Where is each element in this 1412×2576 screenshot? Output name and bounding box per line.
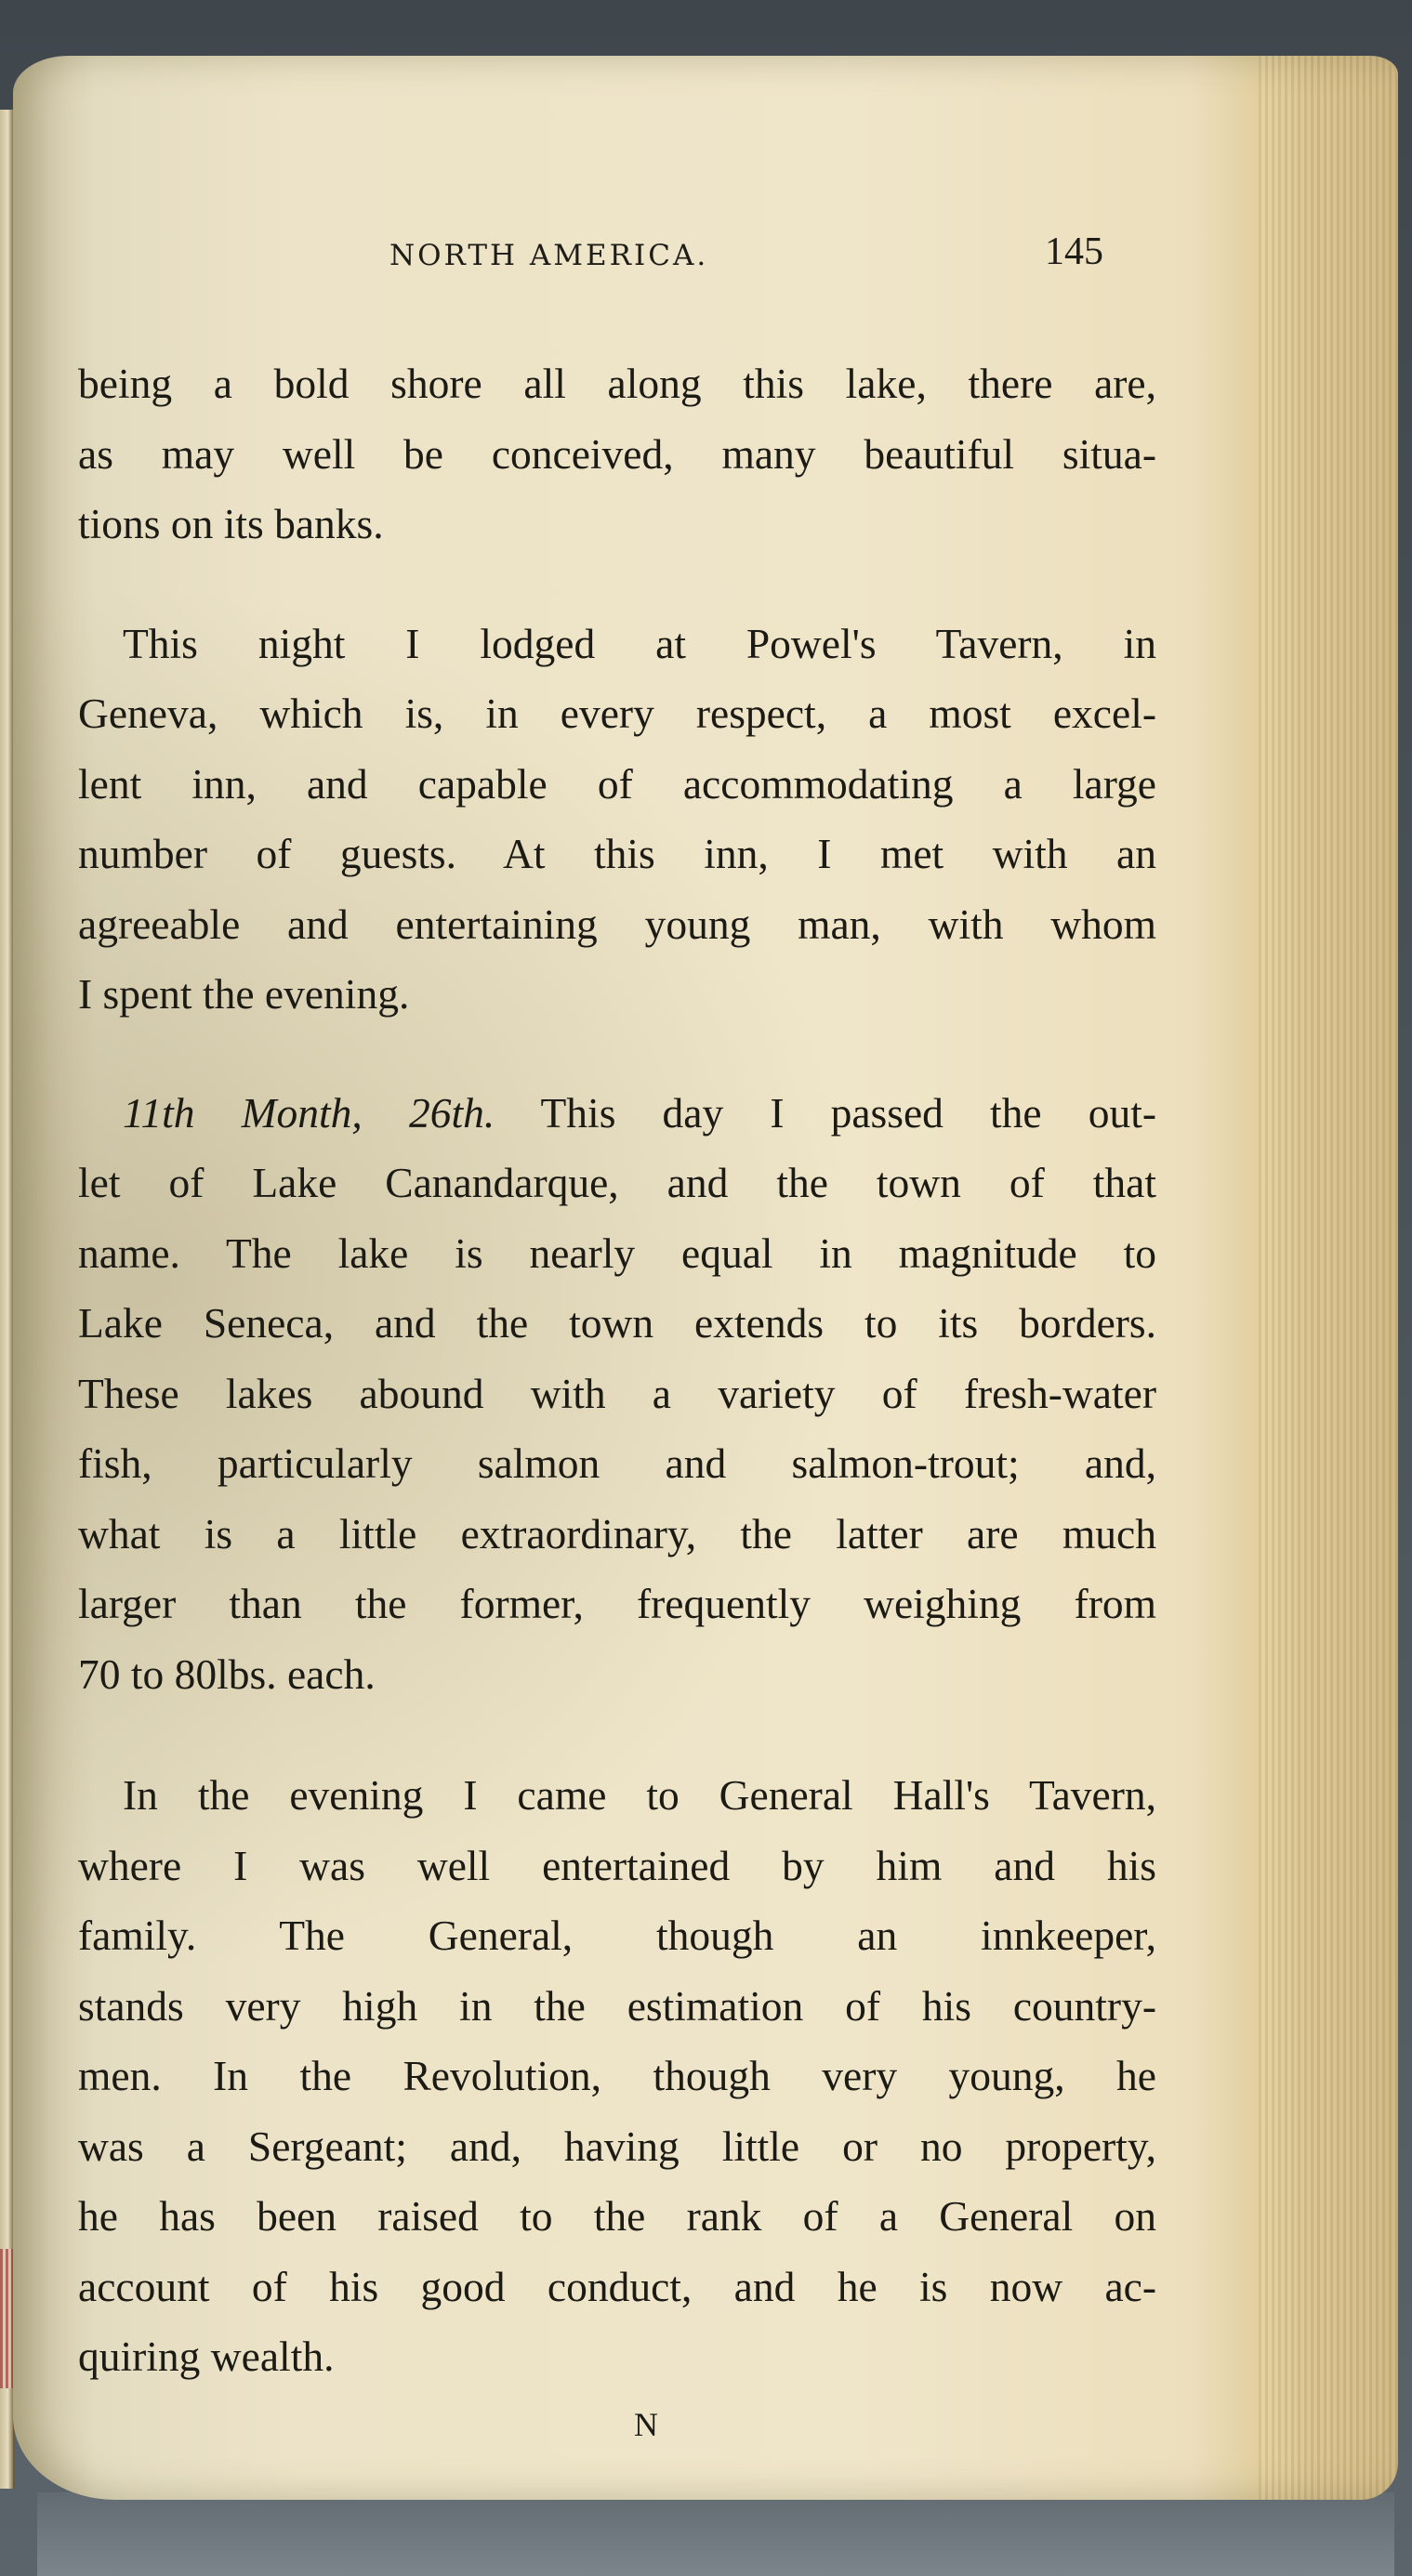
text-line: quiring wealth.	[78, 2333, 335, 2380]
text-line: he has been raised to the rank of a General on	[78, 2192, 1156, 2240]
text-line: what is a little extraordinary, the latter are much	[78, 1509, 1156, 1557]
text-line: lent inn, and capable of accommodating a large	[78, 759, 1156, 808]
body-text	[78, 348, 1156, 2392]
text-line: This night I lodged at Powel's Tavern, in	[123, 619, 1156, 667]
paragraph	[78, 1760, 1156, 2392]
text-segment: This day I passed the out-	[540, 1088, 1157, 1137]
text-line: let of Lake Canandarque, and the town of that	[78, 1159, 1156, 1206]
running-head: NORTH AMERICA.	[389, 239, 709, 272]
text-line: account of his good conduct, and he is now ac-	[78, 2262, 1156, 2310]
text-line: being a bold shore all along this lake, there are,	[78, 360, 1156, 407]
scanner-bed	[37, 2492, 1394, 2576]
text-line: where I was well entertained by him and his	[78, 1841, 1156, 1889]
text-line: family. The General, though an innkeeper,	[78, 1912, 1156, 1959]
text-line: number of guests. At this inn, I met with an	[78, 830, 1156, 877]
text-line: was a Sergeant; and, having little or no property,	[78, 2122, 1156, 2170]
text-line: as may well be conceived, many beautiful situa-	[78, 429, 1156, 478]
paragraph	[78, 1078, 1156, 1710]
page-fore-edge	[1259, 56, 1398, 2500]
page-header	[13, 218, 1398, 293]
page-number: 145	[1045, 230, 1103, 273]
text-line: larger than the former, frequently weighing from	[78, 1580, 1156, 1627]
text-line: tions on its banks.	[78, 500, 384, 547]
paragraph	[78, 348, 1156, 559]
date-month: 11th Month,	[123, 1088, 363, 1137]
signature-mark: N	[634, 2406, 658, 2443]
text-line	[78, 1078, 1156, 1149]
text-line: In the evening I came to General Hall's Tavern,	[123, 1771, 1156, 1819]
text-line: name. The lake is nearly equal in magnitude to	[78, 1229, 1156, 1277]
text-line: Lake Seneca, and the town extends to its borders.	[78, 1299, 1156, 1347]
date-day: 26th.	[408, 1088, 495, 1137]
text-line: fish, particularly salmon and salmon-trout; and,	[78, 1439, 1156, 1487]
text-line: 70 to 80lbs. each.	[78, 1649, 376, 1698]
text-line: Geneva, which is, in every respect, a most excel-	[78, 690, 1156, 737]
text-line: These lakes abound with a variety of fresh-water	[78, 1369, 1156, 1417]
text-line: I spent the evening.	[78, 970, 410, 1018]
text-line: agreeable and entertaining young man, with whom	[78, 900, 1156, 948]
text-line: men. In the Revolution, though very young, he	[78, 2052, 1156, 2099]
text-line: stands very high in the estimation of his country-	[78, 1981, 1156, 2030]
book-page	[13, 56, 1398, 2500]
paragraph	[78, 609, 1156, 1030]
